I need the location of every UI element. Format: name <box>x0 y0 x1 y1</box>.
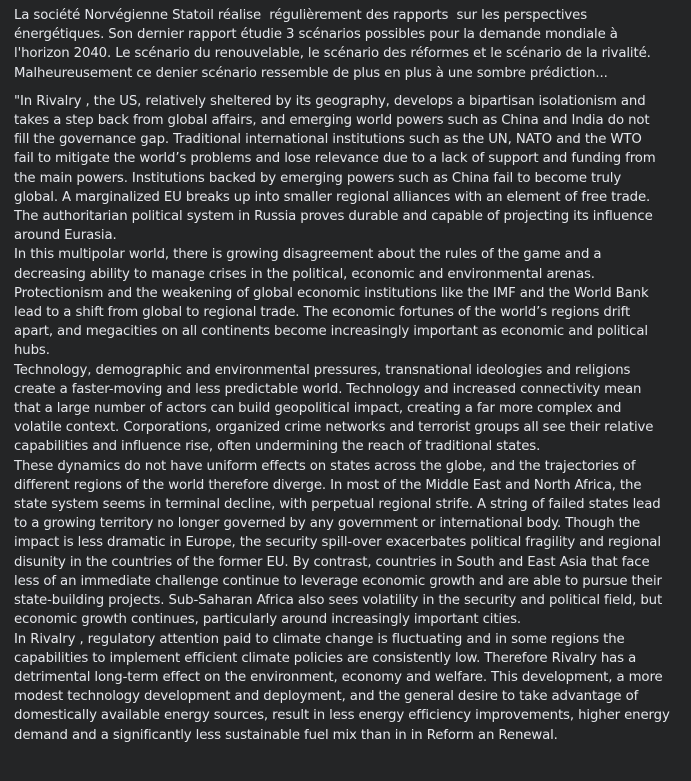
quote-paragraph-4: These dynamics do not have uniform effects on states across the globe, and the trajectories of different regions of the world therefore diverge. In most of the Middle East and North Africa, the state system seems in terminal decline, with perpetual regional strife. A string of failed states lead to a growing territory no longer governed by any government or international body. Though the impact is less dramatic in Europe, the security spill-over exacerbates political fragility and regional disunity in the countries of the former EU. By contrast, countries in South and East Asia that face less of an immediate challenge continue to leverage economic growth and are able to pursue their state-building projects. Sub-Saharan Africa also sees volatility in the security and political field, but economic growth continues, particularly around increasingly important cities. <box>14 458 663 628</box>
quote-paragraph-5: In Rivalry , regulatory attention paid to climate change is fluctuating and in some regions the capabilities to implement efficient climate policies are consistently low. Therefore Rivalry has a detrimental long-term effect on the environment, economy and welfare. This development, a more modest technology development and deployment, and the general desire to take advantage of domestically available energy sources, result in less energy efficiency improvements, higher energy demand and a significantly less sustainable fuel mix than in in Reform an Renewal. <box>14 631 670 743</box>
quote-paragraph-1: "In Rivalry , the US, relatively sheltered by its geography, develops a bipartisan isolationism and takes a step back from global affairs, and emerging world powers such as China and India do not fill the governance gap. Traditional international institutions such as the UN, NATO and the WTO fail to mitigate the world’s problems and lose relevance due to a lack of support and funding from the main powers. Institutions backed by emerging powers such as China fail to become truly global. A marginalized EU breaks up into smaller regional alliances with an element of free trade. The authoritarian political system in Russia proves durable and capable of projecting its influence around Eurasia. <box>14 93 656 244</box>
quote-paragraph-3: Technology, demographic and environmental pressures, transnational ideologies and religions create a faster-moving and less predictable world. Technology and increased connectivity mean that a large number of actors can build geopolitical impact, creating a far more complex and volatile context. Corporations, organized crime networks and terrorist groups all see their relative capabilities and influence rise, often undermining the reach of traditional states. <box>14 362 654 455</box>
intro-paragraph: La société Norvégienne Statoil réalise régulièrement des rapports sur les perspectives énergétiques. Son dernier rapport étudie 3 scénarios possibles pour la demande mondiale à l'horizon 2040. Le scénario du renouvelable, le scénario des réformes et le scénario de la rivalité. Malheureusement ce denier scénario ressemble de plus en plus à une sombre prédiction... <box>14 8 651 81</box>
quote-paragraph-2: In this multipolar world, there is growing disagreement about the rules of the game and a decreasing ability to manage crises in the political, economic and environmental arenas. Protectionism and the weakening of global economic institutions like the IMF and the World Bank lead to a shift from global to regional trade. The economic fortunes of the world’s regions drift apart, and megacities on all continents become increasingly important as economic and political hubs. <box>14 247 649 359</box>
